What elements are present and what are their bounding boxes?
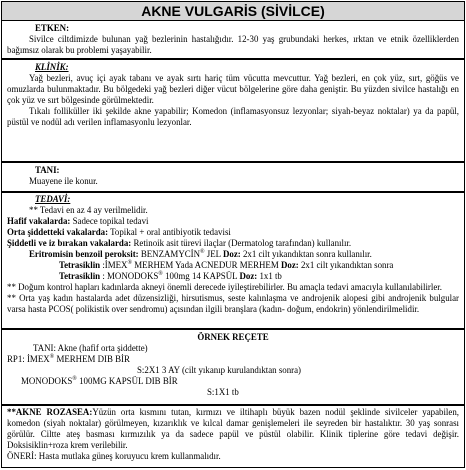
orta-label: Orta şiddetteki vakalarda: bbox=[7, 227, 109, 237]
drug-3-brand: : MONODOKS bbox=[100, 271, 159, 281]
drug-1-form: JEL bbox=[204, 249, 223, 259]
dose-label: Doz: bbox=[222, 249, 241, 259]
rp1-form: MERHEM DIB BİR bbox=[54, 354, 130, 364]
registered-mark: ® bbox=[72, 376, 77, 383]
hafif-text: Sadece topikal tedavi bbox=[70, 216, 149, 226]
klinik-paragraph-2: Tıkalı folliküller iki şekilde akne yapabilir; Komedon (inflamasyonsuz lezyonlar; siyah-beyaz noktalar) ya da papül, püstül ve nodül adı verilen inflamasyonlu lezyonlar. bbox=[7, 106, 459, 127]
registered-mark: ® bbox=[200, 249, 205, 256]
registered-mark: ® bbox=[127, 260, 133, 267]
klinik-paragraph-1: Yağ bezleri, avuç içi ayak tabanı ve ayak sırtı hariç tüm vücutta mevcuttur. Yağ bezleri, en çok yüz, sırt, göğüs ve omuzlarda bulunmaktadır. Bu bölgedeki yağ bezleri diğer vücut bölgelerine göre daha geniştir. Bu yüzden sivilce hastalığı en çok yüz ve sırt bölgesinde görülmektedir. bbox=[7, 73, 459, 105]
drug-1-brand: BENZAMYCİN bbox=[138, 249, 201, 259]
rp2-form: 100MG KAPSÜL DIB BİR bbox=[76, 376, 178, 386]
dose-label: Doz: bbox=[280, 260, 299, 270]
rozasea-text: Yüzün orta kısmını tutan, kırmızı ve iltihaplı büyük bazen nodül şeklinde sivilceler yapabilen, komedon (siyah noktalar) görülmeyen, kızarıklık ve kılcal damar genişlemeleri ile seyreden bir hastalıktır. 30 yaş sonrası görülür. Ciltte ateş basması kırmızılık ya da sadece papül ve püstül olabilir. Klinik tiplerine göre tedavi değişir. Doksisiklin+roza krem verilebilir. bbox=[7, 407, 459, 450]
divider bbox=[2, 58, 464, 60]
orta-text: Topikal + oral antibiyotik tedavisi bbox=[108, 227, 231, 237]
siddetli-label: Şiddetli ve iz bırakan vakalarda: bbox=[7, 238, 132, 248]
drug-2-name: Tetrasiklin bbox=[59, 260, 101, 270]
rp2-dose: S:1X1 tb bbox=[207, 387, 239, 397]
registered-mark: ® bbox=[158, 271, 163, 278]
siddetli-text: Retinoik asit türevi ilaçlar (Dermatolog tarafından) kullanılır. bbox=[131, 238, 352, 248]
tani-text: Muayene ile konur. bbox=[29, 176, 98, 186]
klinik-heading: KLİNİK: bbox=[35, 62, 69, 72]
etken-text: Sivilce ciltdimizde bulunan yağ bezlerinin hastalığıdır. 12-30 yaş grubundaki herkes, ırktan ve etnik özelliklerden bağımsız olarak bu problemi yaşayabilir. bbox=[7, 34, 459, 55]
rozasea-section bbox=[2, 407, 464, 462]
tedavi-section bbox=[2, 194, 464, 315]
etken-section bbox=[2, 23, 464, 56]
tedavi-heading: TEDAVİ: bbox=[35, 194, 71, 204]
tedavi-note-1: ** Doğum kontrol hapları kadınlarda akneyi önemli derecede iyileştirebilirler. Bu amaçla tedavi amacıyla kullanılabilirler. bbox=[7, 282, 442, 292]
rozasea-oneri: ÖNERİ: Hasta mutlaka güneş koruyucu krem kullanmalıdır. bbox=[7, 451, 221, 461]
tani-heading: TANI: bbox=[35, 165, 60, 175]
page-title: AKNE VULGARİS (SİVİLCE) bbox=[2, 2, 464, 21]
etken-heading: ETKEN: bbox=[35, 23, 70, 33]
drug-1-dose: 2x1 cilt yıkandıktan sonra kullanılır. bbox=[240, 249, 372, 259]
drug-1-name: Eritromisin benzoil peroksit: bbox=[29, 249, 139, 259]
drug-2-form: MERHEM Yada ACNEDUR MERHEM bbox=[132, 260, 281, 270]
registered-mark: ® bbox=[49, 354, 55, 361]
divider bbox=[2, 161, 464, 163]
drug-3-dose: 1x1 tb bbox=[257, 271, 282, 281]
rp2-drug: MONODOKS bbox=[21, 376, 73, 386]
drug-2-brand: :İMEX bbox=[100, 260, 128, 270]
drug-3-form: 100mg 14 KAPSÜL bbox=[162, 271, 240, 281]
klinik-section bbox=[2, 62, 464, 128]
rp1-drug: RP1: İMEX bbox=[7, 354, 50, 364]
recete-tani: TANI: Akne (hafif orta şiddette) bbox=[33, 343, 148, 353]
dose-label: Doz: bbox=[239, 271, 258, 281]
recete-section bbox=[2, 332, 464, 398]
drug-2-dose: 2x1 cilt yıkandıktan sonra bbox=[298, 260, 394, 270]
divider bbox=[2, 404, 464, 406]
tedavi-duration: ** Tedavi en az 4 ay verilmelidir. bbox=[29, 205, 148, 215]
tani-section bbox=[2, 165, 464, 187]
drug-3-name: Tetrasiklin bbox=[59, 271, 101, 281]
document-page bbox=[1, 1, 465, 468]
rozasea-heading: **AKNE ROZASEA: bbox=[7, 407, 93, 417]
hafif-label: Hafif vakalarda: bbox=[7, 216, 71, 226]
divider bbox=[2, 191, 464, 193]
recete-heading: ÖRNEK REÇETE bbox=[197, 332, 269, 342]
rp1-dose: S:2X1 3 AY (cilt yıkanıp kurulandıktan sonra) bbox=[137, 365, 302, 375]
tedavi-note-2: ** Orta yaş kadın hastalarda adet düzensizliği, hirsutismus, seste kalınlaşma ve androjenik alopesi gibi androjenik bulgular varsa hasta PCOS( polikistik over sendromu) açısından ilgili branşlara (kadın- doğum, endokrin) yönlendirilmelidir. bbox=[7, 293, 459, 314]
divider bbox=[2, 328, 464, 330]
